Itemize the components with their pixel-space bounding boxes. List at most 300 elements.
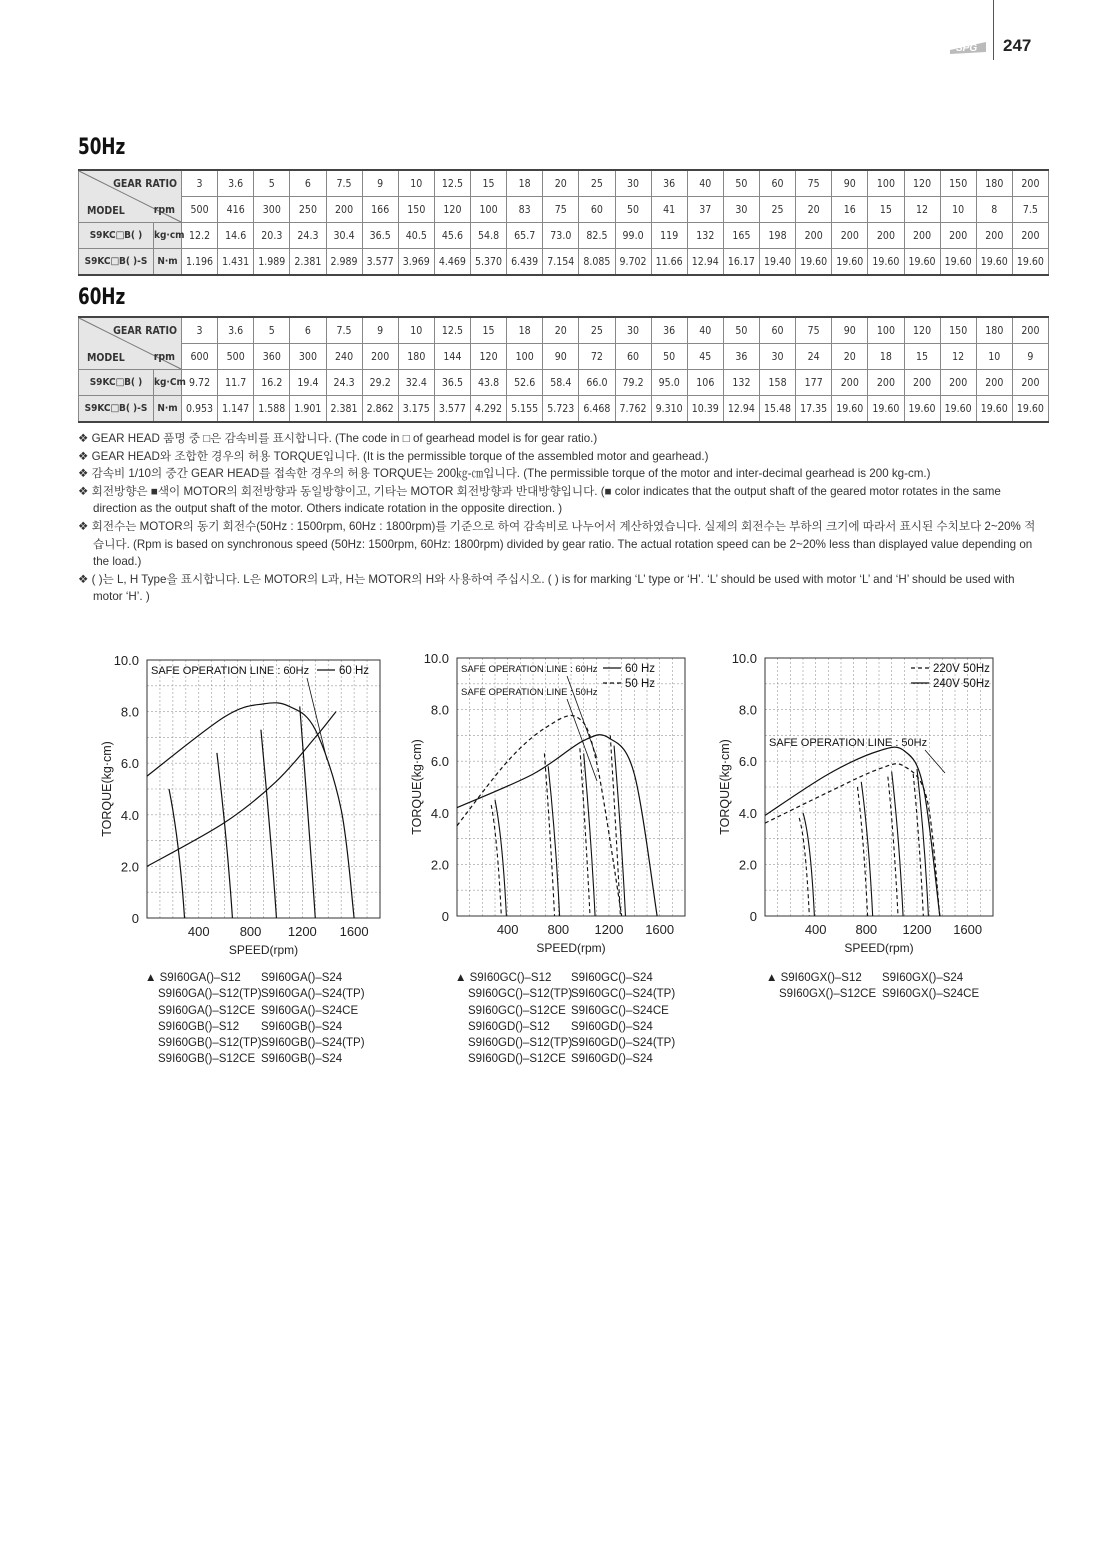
torque-kgcm-cell: 36.5 [362, 223, 398, 249]
torque-kgcm-cell: 73.0 [543, 223, 579, 249]
torque-nm-cell: 19.60 [976, 249, 1012, 276]
torque-nm-cell: 1.147 [218, 396, 254, 423]
torque-nm-cell: 6.468 [579, 396, 615, 423]
x-tick-label: 1600 [339, 924, 369, 939]
annotation-arrow [567, 699, 597, 781]
svg-text:SPG: SPG [956, 43, 978, 54]
gear-ratio-header [79, 170, 182, 223]
torque-kgcm-cell: 52.6 [507, 370, 543, 396]
spec-table-50hz [78, 169, 1049, 276]
x-tick-label: 800 [855, 922, 878, 937]
rpm-cell: 18 [868, 344, 904, 370]
torque-kgcm-cell: 66.0 [579, 370, 615, 396]
model-row [145, 1051, 365, 1067]
ratio-cell: 15 [471, 317, 507, 344]
model-code: S9I60GD()–S24(TP) [571, 1037, 676, 1050]
model-code: S9I60GB()–S12CE [158, 1053, 256, 1066]
torque-kgcm-cell: 200 [1012, 370, 1048, 396]
unit-nm: N·m [154, 249, 182, 276]
ratio-cell: 10 [398, 170, 434, 197]
torque-nm-cell: 8.085 [579, 249, 615, 276]
series-line [765, 764, 940, 916]
x-axis-label: SPEED(rpm) [536, 941, 606, 955]
model-row [455, 986, 675, 1002]
torque-kgcm-cell: 32.4 [398, 370, 434, 396]
model-code: S9I60GC()–S24(TP) [571, 988, 676, 1001]
rpm-cell: 144 [434, 344, 470, 370]
torque-nm-cell: 19.60 [904, 249, 940, 276]
rpm-cell: 60 [615, 344, 651, 370]
note-item: ❖ 회전수는 MOTOR의 동기 회전수(50Hz : 1500rpm, 60Hz : 1800rpm)를 기준으로 하여 감속비로 나누어서 계산하였습니다. 실제의 회전수는 부하의 크기에 따라서 표시된 수치보다 2~20% 적습니다. (Rpm is based on synchronous speed (50Hz: 1500rpm, 60Hz: 1800rpm) divided by gear ratio. The actual rotation speed can be 2~20% less than displayed value depending on the load.) [78, 519, 1036, 569]
torque-kgcm-cell: 200 [796, 223, 832, 249]
torque-chart-ga-gb [95, 645, 395, 965]
torque-nm-cell: 17.35 [796, 396, 832, 423]
ratio-cell: 5 [254, 317, 290, 344]
ratio-cell: 60 [760, 317, 796, 344]
annotation-arrow [307, 678, 327, 760]
rpm-cell: 10 [976, 344, 1012, 370]
torque-kgcm-cell: 200 [868, 370, 904, 396]
ratio-cell: 50 [723, 170, 759, 197]
torque-kgcm-cell: 200 [904, 370, 940, 396]
legend-label: 240V 50Hz [933, 678, 990, 690]
section-title-50hz: 50Hz [78, 135, 126, 160]
torque-nm-cell: 19.40 [760, 249, 796, 276]
rpm-cell: 200 [326, 197, 362, 223]
model-list-gx [766, 970, 979, 1003]
torque-kgcm-cell: 24.3 [326, 370, 362, 396]
ratio-cell: 90 [832, 317, 868, 344]
model-row [766, 970, 979, 986]
torque-nm-cell: 4.292 [471, 396, 507, 423]
torque-nm-cell: 19.60 [796, 249, 832, 276]
ratio-cell: 20 [543, 317, 579, 344]
rpm-cell: 41 [651, 197, 687, 223]
torque-nm-cell: 19.60 [904, 396, 940, 423]
torque-kgcm-cell: 20.3 [254, 223, 290, 249]
ratio-cell: 36 [651, 170, 687, 197]
speed-torque-curve [892, 772, 903, 916]
ratio-cell: 12.5 [434, 170, 470, 197]
torque-nm-cell: 19.60 [1012, 396, 1048, 423]
torque-nm-cell: 19.60 [1012, 249, 1048, 276]
ratio-cell: 18 [507, 317, 543, 344]
model-code: S9I60GB()–S12(TP) [158, 1037, 262, 1050]
torque-kgcm-cell: 95.0 [651, 370, 687, 396]
speed-torque-curve-dashed [913, 774, 923, 916]
torque-kgcm-cell: 158 [760, 370, 796, 396]
y-tick-label: 4.0 [430, 805, 449, 821]
ratio-cell: 120 [904, 170, 940, 197]
torque-kgcm-cell: 200 [832, 223, 868, 249]
x-tick-label: 800 [239, 924, 262, 939]
unit-kgcm: kg·Cm [154, 370, 182, 396]
torque-nm-cell: 15.48 [760, 396, 796, 423]
torque-kgcm-cell: 200 [976, 223, 1012, 249]
model-code: S9I60GC()–S24CE [571, 1004, 669, 1017]
x-tick-label: 400 [496, 922, 519, 937]
x-tick-label: 1200 [287, 924, 317, 939]
rpm-cell: 8 [976, 197, 1012, 223]
torque-nm-cell: 6.439 [507, 249, 543, 276]
gear-ratio-label: GEAR RATIO [113, 325, 177, 337]
rpm-cell: 120 [434, 197, 470, 223]
model-row [145, 1035, 365, 1051]
ratio-cell: 30 [615, 317, 651, 344]
ratio-cell: 150 [940, 170, 976, 197]
torque-kgcm-cell: 177 [796, 370, 832, 396]
model-code: S9I60GD()–S12(TP) [468, 1037, 573, 1050]
y-tick-label: 10.0 [423, 651, 449, 666]
y-tick-label: 10.0 [731, 651, 757, 666]
ratio-cell: 50 [723, 317, 759, 344]
speed-torque-curve-dashed [888, 777, 898, 916]
model-code: S9I60GD()–S12 [468, 1020, 550, 1033]
ratio-cell: 100 [868, 317, 904, 344]
model-code: S9I60GC()–S24 [571, 972, 653, 984]
annotation-arrow [925, 750, 945, 773]
spec-table-60hz [78, 316, 1049, 423]
model-name-1: S9KC□B( ) [79, 370, 154, 396]
ratio-cell: 200 [1012, 317, 1048, 344]
model-row [145, 970, 365, 986]
ratio-cell: 200 [1012, 170, 1048, 197]
torque-nm-cell: 2.862 [362, 396, 398, 423]
y-tick-label: 2.0 [430, 857, 449, 873]
torque-kgcm-cell: 82.5 [579, 223, 615, 249]
torque-kgcm-cell: 200 [868, 223, 904, 249]
ratio-cell: 9 [362, 170, 398, 197]
torque-kgcm-cell: 58.4 [543, 370, 579, 396]
torque-kgcm-cell: 11.7 [218, 370, 254, 396]
rpm-cell: 30 [723, 197, 759, 223]
model-code: S9I60GA()–S24CE [261, 1004, 359, 1017]
page-number: 247 [1003, 36, 1032, 55]
ratio-cell: 6 [290, 317, 326, 344]
ratio-cell: 60 [760, 170, 796, 197]
rpm-cell: 200 [362, 344, 398, 370]
torque-nm-cell: 3.175 [398, 396, 434, 423]
torque-chart-gc-gd [405, 645, 705, 965]
model-code: ▲ S9I60GC()–S12 [455, 972, 552, 984]
series-line [457, 716, 622, 916]
rpm-cell: 180 [398, 344, 434, 370]
model-code: S9I60GX()–S12CE [779, 988, 877, 1001]
rpm-cell: 20 [832, 344, 868, 370]
ratio-cell: 180 [976, 317, 1012, 344]
note-item: ❖ 감속비 1/10의 중간 GEAR HEAD를 접속한 경우의 허용 TORQUE는 200㎏-㎝입니다. (The permissible torque of the motor and inter-decimal gearhead is 200 kg-cm.) [78, 467, 931, 481]
y-tick-label: 6.0 [738, 754, 757, 770]
rpm-cell: 100 [471, 197, 507, 223]
y-axis-label: TORQUE(kg·cm) [410, 739, 424, 835]
rpm-cell: 100 [507, 344, 543, 370]
torque-nm-cell: 11.66 [651, 249, 687, 276]
y-tick-label: 6.0 [430, 754, 449, 770]
rpm-label: rpm [153, 351, 175, 363]
ratio-cell: 7.5 [326, 317, 362, 344]
gear-ratio-header [79, 317, 182, 370]
speed-torque-curve [803, 813, 814, 916]
rpm-cell: 300 [290, 344, 326, 370]
ratio-cell: 3.6 [218, 170, 254, 197]
safe-operation-label: SAFE OPERATION LINE : 50Hz [461, 687, 598, 698]
rpm-cell: 50 [615, 197, 651, 223]
ratio-cell: 25 [579, 170, 615, 197]
torque-kgcm-cell: 14.6 [218, 223, 254, 249]
chart-svg [95, 645, 395, 965]
ratio-cell: 150 [940, 317, 976, 344]
torque-kgcm-cell: 165 [723, 223, 759, 249]
rpm-cell: 30 [760, 344, 796, 370]
ratio-cell: 100 [868, 170, 904, 197]
ratio-cell: 3.6 [218, 317, 254, 344]
rpm-cell: 150 [398, 197, 434, 223]
ratio-cell: 3 [182, 170, 218, 197]
y-tick-label: 8.0 [120, 704, 139, 720]
ratio-cell: 25 [579, 317, 615, 344]
torque-nm-cell: 2.381 [326, 396, 362, 423]
torque-nm-cell: 19.60 [868, 396, 904, 423]
torque-nm-cell: 7.762 [615, 396, 651, 423]
rpm-cell: 16 [832, 197, 868, 223]
x-tick-label: 1200 [594, 922, 624, 937]
model-code: ▲ S9I60GX()–S12 [766, 972, 862, 984]
x-tick-label: 400 [187, 924, 210, 939]
ratio-cell: 75 [796, 317, 832, 344]
torque-nm-cell: 1.588 [254, 396, 290, 423]
model-code: S9I60GB()–S24 [261, 1020, 343, 1033]
torque-kgcm-cell: 30.4 [326, 223, 362, 249]
model-label: MODEL [87, 205, 125, 217]
model-row [455, 1051, 675, 1067]
torque-nm-cell: 5.370 [471, 249, 507, 276]
torque-kgcm-cell: 106 [687, 370, 723, 396]
ratio-cell: 30 [615, 170, 651, 197]
rpm-cell: 24 [796, 344, 832, 370]
rpm-cell: 240 [326, 344, 362, 370]
ratio-cell: 75 [796, 170, 832, 197]
torque-chart-gx [713, 645, 1013, 965]
model-code: S9I60GD()–S24 [571, 1020, 653, 1033]
x-tick-label: 1600 [953, 922, 983, 937]
torque-nm-cell: 5.723 [543, 396, 579, 423]
torque-kgcm-cell: 24.3 [290, 223, 326, 249]
torque-kgcm-cell: 200 [940, 223, 976, 249]
ratio-cell: 6 [290, 170, 326, 197]
torque-kgcm-cell: 200 [940, 370, 976, 396]
torque-kgcm-cell: 200 [904, 223, 940, 249]
torque-nm-cell: 0.953 [182, 396, 218, 423]
model-code: ▲ S9I60GA()–S12 [145, 972, 241, 984]
torque-nm-cell: 2.381 [290, 249, 326, 276]
ratio-cell: 18 [507, 170, 543, 197]
legend-label: 220V 50Hz [933, 663, 990, 675]
model-label: MODEL [87, 352, 125, 364]
ratio-cell: 12.5 [434, 317, 470, 344]
torque-nm-cell: 19.60 [868, 249, 904, 276]
ratio-cell: 90 [832, 170, 868, 197]
rpm-cell: 12 [940, 344, 976, 370]
model-row [145, 986, 365, 1002]
torque-kgcm-cell: 79.2 [615, 370, 651, 396]
rpm-cell: 12 [904, 197, 940, 223]
ratio-cell: 3 [182, 317, 218, 344]
model-list-gc-gd [455, 970, 675, 1068]
model-name-2: S9KC□B( )-S [79, 249, 154, 276]
speed-torque-curve-dashed [799, 818, 809, 916]
header-divider [993, 0, 994, 60]
model-row [145, 1003, 365, 1019]
torque-nm-cell: 19.60 [940, 249, 976, 276]
x-tick-label: 400 [804, 922, 827, 937]
torque-nm-cell: 12.94 [723, 396, 759, 423]
legend-label: 50 Hz [625, 678, 656, 690]
rpm-cell: 10 [940, 197, 976, 223]
rpm-cell: 360 [254, 344, 290, 370]
unit-kgcm: kg·cm [154, 223, 182, 249]
note-item: ❖ ( )는 L, H Type을 표시합니다. L은 MOTOR의 L과, H는 MOTOR의 H와 사용하여 주십시오. ( ) is for marking ‘L’ type or ‘H’. ‘L’ should be used with motor ‘L’ and ‘H’ should be used with motor ‘H’. ) [78, 572, 1015, 604]
notes-list [78, 430, 1043, 606]
torque-kgcm-cell: 19.4 [290, 370, 326, 396]
torque-nm-cell: 3.577 [434, 396, 470, 423]
torque-nm-cell: 1.196 [182, 249, 218, 276]
ratio-cell: 120 [904, 317, 940, 344]
rpm-cell: 75 [543, 197, 579, 223]
safe-operation-label: SAFE OPERATION LINE : 50Hz [769, 737, 928, 749]
series-line [457, 735, 657, 916]
torque-kgcm-cell: 65.7 [507, 223, 543, 249]
ratio-cell: 40 [687, 170, 723, 197]
torque-nm-cell: 3.577 [362, 249, 398, 276]
model-code: S9I60GB()–S12 [158, 1020, 240, 1033]
torque-kgcm-cell: 29.2 [362, 370, 398, 396]
torque-nm-cell: 19.60 [832, 249, 868, 276]
ratio-cell: 9 [362, 317, 398, 344]
ratio-cell: 5 [254, 170, 290, 197]
y-axis-label: TORQUE(kg·cm) [718, 739, 732, 835]
y-tick-label: 0 [749, 909, 757, 924]
model-row [145, 1019, 365, 1035]
y-tick-label: 2.0 [120, 859, 139, 875]
torque-nm-cell: 12.94 [687, 249, 723, 276]
model-name-2: S9KC□B( )-S [79, 396, 154, 423]
y-tick-label: 2.0 [738, 857, 757, 873]
y-tick-label: 4.0 [120, 807, 139, 823]
torque-nm-cell: 10.39 [687, 396, 723, 423]
rpm-label: rpm [153, 204, 175, 216]
rpm-cell: 25 [760, 197, 796, 223]
torque-nm-cell: 1.901 [290, 396, 326, 423]
torque-nm-cell: 19.60 [976, 396, 1012, 423]
torque-kgcm-cell: 99.0 [615, 223, 651, 249]
speed-torque-curve-dashed [491, 805, 501, 916]
torque-nm-cell: 4.469 [434, 249, 470, 276]
rpm-cell: 300 [254, 197, 290, 223]
torque-kgcm-cell: 12.2 [182, 223, 218, 249]
unit-nm: N·m [154, 396, 182, 423]
y-tick-label: 8.0 [430, 702, 449, 718]
torque-nm-cell: 16.17 [723, 249, 759, 276]
torque-nm-cell: 9.310 [651, 396, 687, 423]
model-code: S9I60GX()–S24CE [882, 988, 980, 1001]
ratio-cell: 10 [398, 317, 434, 344]
model-list-ga-gb [145, 970, 365, 1068]
legend-label: 60 Hz [339, 665, 370, 677]
torque-kgcm-cell: 16.2 [254, 370, 290, 396]
rpm-cell: 72 [579, 344, 615, 370]
torque-nm-cell: 1.431 [218, 249, 254, 276]
y-tick-label: 8.0 [738, 702, 757, 718]
rpm-cell: 50 [651, 344, 687, 370]
model-row [455, 1003, 675, 1019]
torque-kgcm-cell: 54.8 [471, 223, 507, 249]
ratio-cell: 15 [471, 170, 507, 197]
gear-ratio-label: GEAR RATIO [113, 178, 177, 190]
x-tick-label: 1200 [902, 922, 932, 937]
rpm-cell: 500 [218, 344, 254, 370]
torque-kgcm-cell: 200 [976, 370, 1012, 396]
rpm-cell: 60 [579, 197, 615, 223]
safe-operation-label: SAFE OPERATION LINE : 60Hz [151, 665, 310, 677]
model-row [766, 986, 979, 1002]
model-code: S9I60GC()–S12(TP) [468, 988, 573, 1001]
section-title-60hz: 60Hz [78, 285, 126, 310]
model-row [455, 970, 675, 986]
torque-kgcm-cell: 198 [760, 223, 796, 249]
note-item: ❖ GEAR HEAD 품명 중 □은 감속비를 표시합니다. (The code in □ of gearhead model is for gear ratio.) [78, 432, 598, 445]
x-axis-label: SPEED(rpm) [228, 943, 299, 957]
rpm-cell: 166 [362, 197, 398, 223]
torque-nm-cell: 5.155 [507, 396, 543, 423]
chart-svg [713, 645, 1013, 965]
legend-label: 60 Hz [625, 663, 656, 675]
torque-kgcm-cell: 36.5 [434, 370, 470, 396]
x-axis-label: SPEED(rpm) [844, 941, 914, 955]
torque-kgcm-cell: 132 [723, 370, 759, 396]
model-code: S9I60GA()–S24 [261, 972, 343, 984]
torque-nm-cell: 7.154 [543, 249, 579, 276]
rpm-cell: 15 [868, 197, 904, 223]
model-code: S9I60GC()–S12CE [468, 1004, 566, 1017]
torque-nm-cell: 19.60 [832, 396, 868, 423]
brand-logo [948, 38, 988, 56]
safe-operation-label: SAFE OPERATION LINE : 60Hz [461, 664, 598, 675]
y-tick-label: 6.0 [120, 756, 139, 772]
y-tick-label: 4.0 [738, 805, 757, 821]
y-tick-label: 0 [131, 911, 139, 926]
rpm-cell: 500 [182, 197, 218, 223]
torque-kgcm-cell: 200 [832, 370, 868, 396]
rpm-cell: 416 [218, 197, 254, 223]
note-item: ❖ GEAR HEAD와 조합한 경우의 허용 TORQUE입니다. (It is the permissible torque of the assembled motor and gearhead.) [78, 449, 709, 463]
torque-kgcm-cell: 45.6 [434, 223, 470, 249]
torque-kgcm-cell: 9.72 [182, 370, 218, 396]
rpm-cell: 15 [904, 344, 940, 370]
model-code: S9I60GB()–S24(TP) [261, 1037, 365, 1050]
model-row [455, 1035, 675, 1051]
torque-nm-cell: 2.989 [326, 249, 362, 276]
y-tick-label: 0 [441, 909, 449, 924]
rpm-cell: 83 [507, 197, 543, 223]
ratio-cell: 7.5 [326, 170, 362, 197]
x-tick-label: 1600 [645, 922, 675, 937]
torque-nm-cell: 9.702 [615, 249, 651, 276]
rpm-cell: 36 [723, 344, 759, 370]
ratio-cell: 180 [976, 170, 1012, 197]
rpm-cell: 600 [182, 344, 218, 370]
torque-nm-cell: 1.989 [254, 249, 290, 276]
torque-nm-cell: 19.60 [940, 396, 976, 423]
